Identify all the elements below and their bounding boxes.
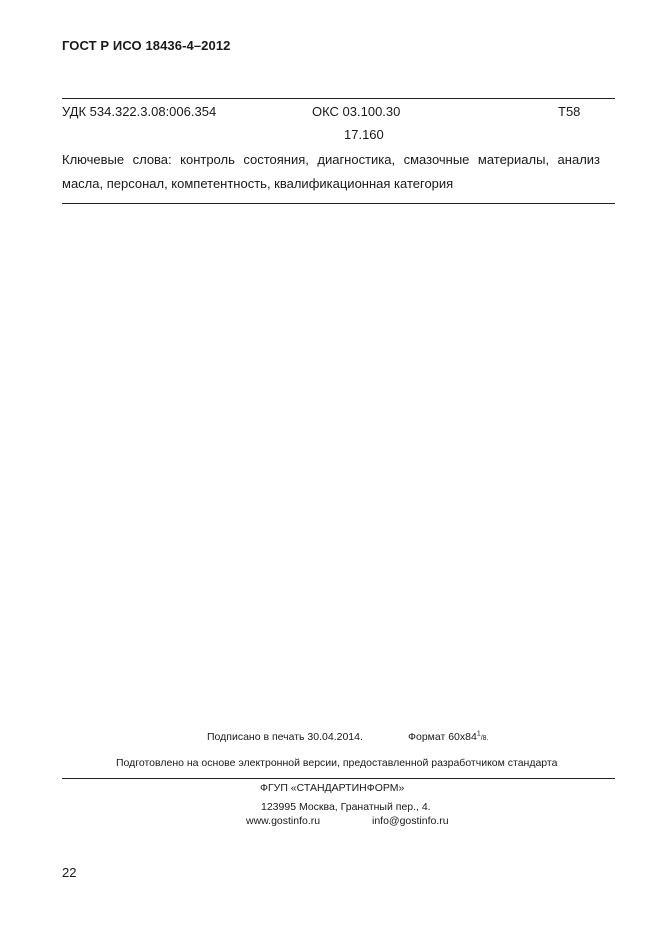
- prepared-note: Подготовлено на основе электронной версии, предоставленной разработчиком стандарта: [116, 757, 558, 769]
- publisher-address: 123995 Москва, Гранатный пер., 4.: [261, 801, 431, 813]
- keywords-divider: [62, 203, 615, 204]
- paper-format-numerator: 1: [476, 730, 481, 738]
- classification-code: Т58: [558, 104, 581, 119]
- top-divider: [62, 98, 615, 99]
- paper-format-label: Формат 60x84: [408, 731, 477, 743]
- publisher-email: info@gostinfo.ru: [372, 815, 449, 827]
- page-number: 22: [62, 865, 77, 880]
- oks-code-secondary: 17.160: [344, 127, 384, 142]
- keywords-paragraph: Ключевые слова: контроль состояния, диагностика, смазочные материалы, анализ масла, персонал, компетентность, квалификационная категория: [62, 152, 600, 191]
- signed-for-print: Подписано в печать 30.04.2014.: [207, 731, 363, 743]
- standard-title: ГОСТ Р ИСО 18436-4–2012: [62, 38, 231, 53]
- paper-format-denominator: /8.: [480, 735, 489, 742]
- imprint-divider: [62, 778, 615, 779]
- udk-code: УДК 534.322.3.08:006.354: [62, 104, 217, 119]
- paper-format: [408, 731, 489, 743]
- publisher-name: ФГУП «СТАНДАРТИНФОРМ»: [260, 782, 405, 794]
- publisher-website: www.gostinfo.ru: [246, 815, 321, 827]
- oks-code: ОКС 03.100.30: [312, 104, 401, 119]
